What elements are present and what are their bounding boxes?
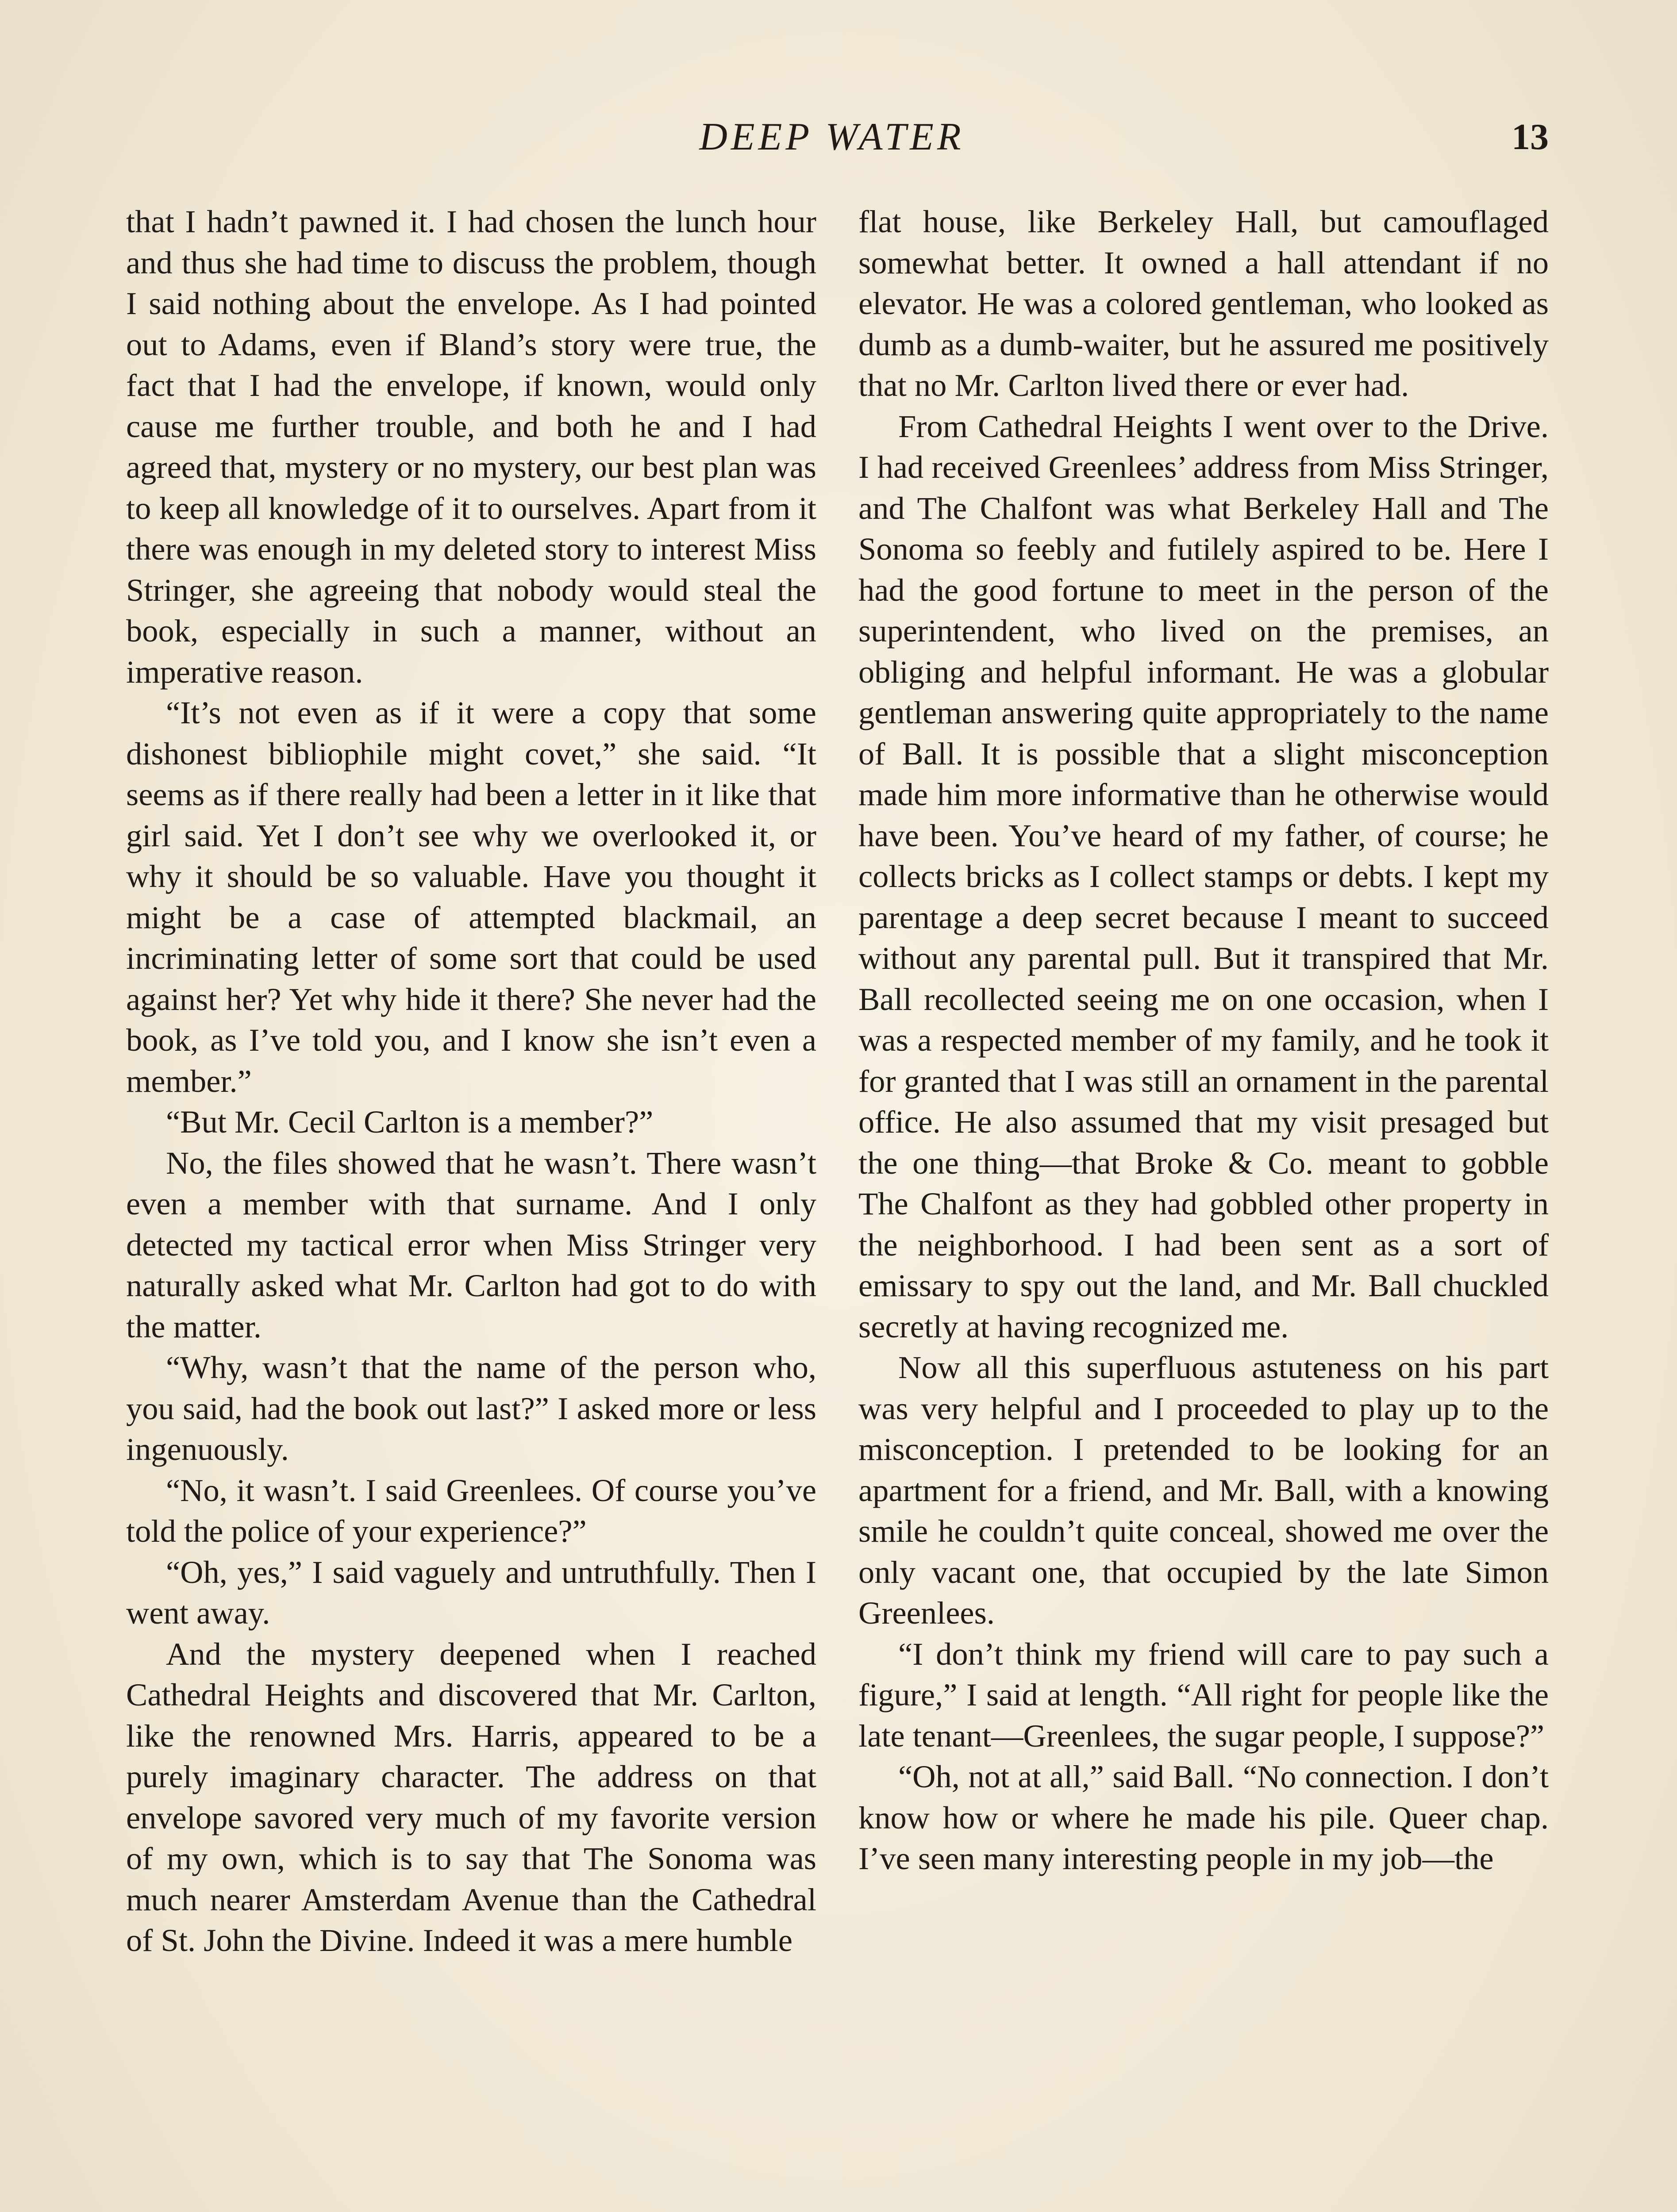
running-title: DEEP WATER xyxy=(699,115,965,158)
paragraph: No, the files showed that he wasn’t. There wasn’t even a member with that surname. And I only detected my tactical error when Miss Stringer very naturally asked what Mr. Carlton had got to do with the matter. xyxy=(126,1144,816,1344)
running-head xyxy=(0,113,1677,161)
paragraph: flat house, like Berkeley Hall, but camouflaged somewhat better. It owned a hall attendant if no elevator. He was a colored gentleman, who looked as dumb as a dumb-waiter, but he assured me positively that no Mr. Carlton lived there or ever had. xyxy=(858,204,1549,403)
left-column xyxy=(126,201,816,1961)
paragraph: “I don’t think my friend will care to pay such a figure,” I said at length. “All right for people like the late tenant—Greenlees, the sugar people, I suppose?” xyxy=(858,1636,1549,1754)
paragraph: And the mystery deepened when I reached Cathedral Heights and discovered that Mr. Carlton, like the renowned Mrs. Harris, appeared to be a purely imaginary character. The address on that envelope savored very much of my favorite version of my own, which is to say that The Sonoma was much nearer Amsterdam Avenue than the Cathedral of St. John the Divine. Indeed it was a mere humble xyxy=(126,1636,816,1958)
paragraph: “Oh, yes,” I said vaguely and untruthfully. Then I went away. xyxy=(126,1554,816,1631)
paragraph: “It’s not even as if it were a copy that some dishonest bibliophile might covet,” she said. “It seems as if there really had been a letter in it like that girl said. Yet I don’t see why we overlooked it, or why it should be so valuable. Have you thought it might be a case of attempted blackmail, an incriminating letter of some sort that could be used against her? Yet why hide it there? She never had the book, as I’ve told you, and I know she isn’t even a member.” xyxy=(126,695,816,1099)
page-number: 13 xyxy=(1512,116,1549,157)
paragraph: that I hadn’t pawned it. I had chosen the lunch hour and thus she had time to discuss the problem, though I said nothing about the envelope. As I had pointed out to Adams, even if Bland’s story were true, the fact that I had the envelope, if known, would only cause me further trouble, and both he and I had agreed that, mystery or no mystery, our best plan was to keep all knowledge of it to ourselves. Apart from it there was enough in my deleted story to interest Miss Stringer, she agreeing that nobody would steal the book, especially in such a manner, without an imperative reason. xyxy=(126,204,816,690)
paragraph: “Oh, not at all,” said Ball. “No connection. I don’t know how or where he made his pile. Queer chap. I’ve seen many interesting people in my job—the xyxy=(858,1759,1549,1876)
paragraph: “Why, wasn’t that the name of the person who, you said, had the book out last?” I asked more or less ingenuously. xyxy=(126,1349,816,1467)
paragraph: Now all this superfluous astuteness on his part was very helpful and I proceeded to play up to the misconception. I pretended to be looking for an apartment for a friend, and Mr. Ball, with a knowing smile he couldn’t quite conceal, showed me over the only vacant one, that occupied by the late Simon Greenlees. xyxy=(858,1349,1549,1631)
paragraph: “But Mr. Cecil Carlton is a member?” xyxy=(166,1104,654,1140)
paragraph: “No, it wasn’t. I said Greenlees. Of course you’ve told the police of your experience?” xyxy=(126,1472,816,1549)
paragraph: From Cathedral Heights I went over to the Drive. I had received Greenlees’ address from Miss Stringer, and The Chalfont was what Berkeley Hall and The Sonoma so feebly and futilely aspired to be. Here I had the good fortune to meet in the person of the superintendent, who lived on the premises, an obliging and helpful informant. He was a globular gentleman answering quite appropriately to the name of Ball. It is possible that a slight misconception made him more informative than he otherwise would have been. You’ve heard of my father, of course; he collects bricks as I collect stamps or debts. I kept my parentage a deep secret because I meant to succeed without any parental pull. But it transpired that Mr. Ball recollected seeing me on one occasion, when I was a respected member of my family, and he took it for granted that I was still an ornament in the parental office. He also assumed that my visit presaged but the one thing—that Broke & Co. meant to gobble The Chalfont as they had gobbled other property in the neighborhood. I had been sent as a sort of emissary to spy out the land, and Mr. Ball chuckled secretly at having recognized me. xyxy=(858,408,1549,1344)
right-column xyxy=(858,201,1549,1879)
